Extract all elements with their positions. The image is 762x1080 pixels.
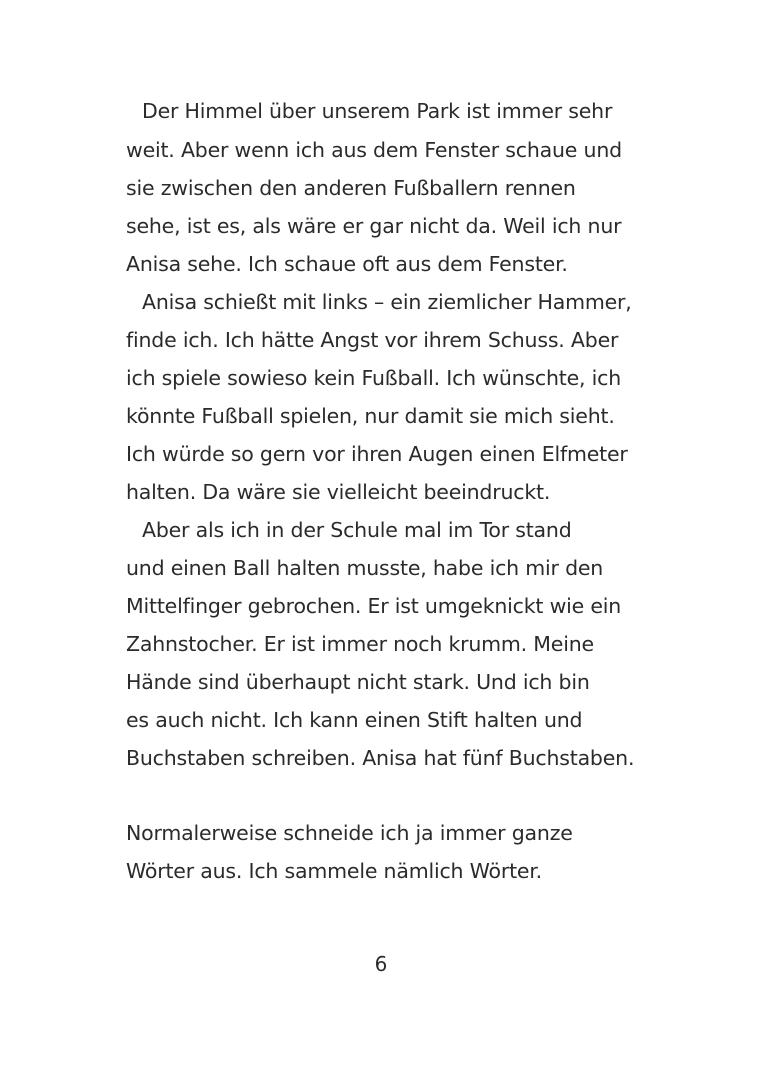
text-line: weit. Aber wenn ich aus dem Fenster schaue und (126, 138, 622, 162)
text-line: Hände sind überhaupt nicht stark. Und ich bin (126, 670, 590, 694)
text-line: Aber als ich in der Schule mal im Tor stand (142, 518, 572, 542)
text-line: Buchstaben schreiben. Anisa hat fünf Buchstaben. (126, 746, 635, 770)
text-line: Der Himmel über unserem Park ist immer sehr (142, 99, 613, 123)
text-line: ich spiele sowieso kein Fußball. Ich wünschte, ich (126, 366, 622, 390)
text-line: Mittelfinger gebrochen. Er ist umgeknickt wie ein (126, 594, 622, 618)
text-line: könnte Fußball spielen, nur damit sie mich sieht. (126, 404, 615, 428)
text-line: sehe, ist es, als wäre er gar nicht da. Weil ich nur (126, 214, 622, 238)
text-line: Zahnstocher. Er ist immer noch krumm. Meine (126, 632, 594, 656)
text-line: sie zwischen den anderen Fußballern rennen (126, 176, 576, 200)
text-line: halten. Da wäre sie vielleicht beeindruckt. (126, 480, 551, 504)
text-line: Wörter aus. Ich sammele nämlich Wörter. (126, 859, 542, 883)
text-line: Anisa schießt mit links – ein ziemlicher Hammer, (142, 290, 632, 314)
text-line: und einen Ball halten musste, habe ich mir den (126, 556, 604, 580)
text-line: es auch nicht. Ich kann einen Stift halten und (126, 708, 583, 732)
text-line: Ich würde so gern vor ihren Augen einen Elfmeter (126, 442, 628, 466)
text-line: Normalerweise schneide ich ja immer ganze (126, 821, 573, 845)
page-number: 6 (374, 952, 388, 976)
text-line: finde ich. Ich hätte Angst vor ihrem Schuss. Aber (126, 328, 619, 352)
text-line: Anisa sehe. Ich schaue oft aus dem Fenster. (126, 252, 568, 276)
